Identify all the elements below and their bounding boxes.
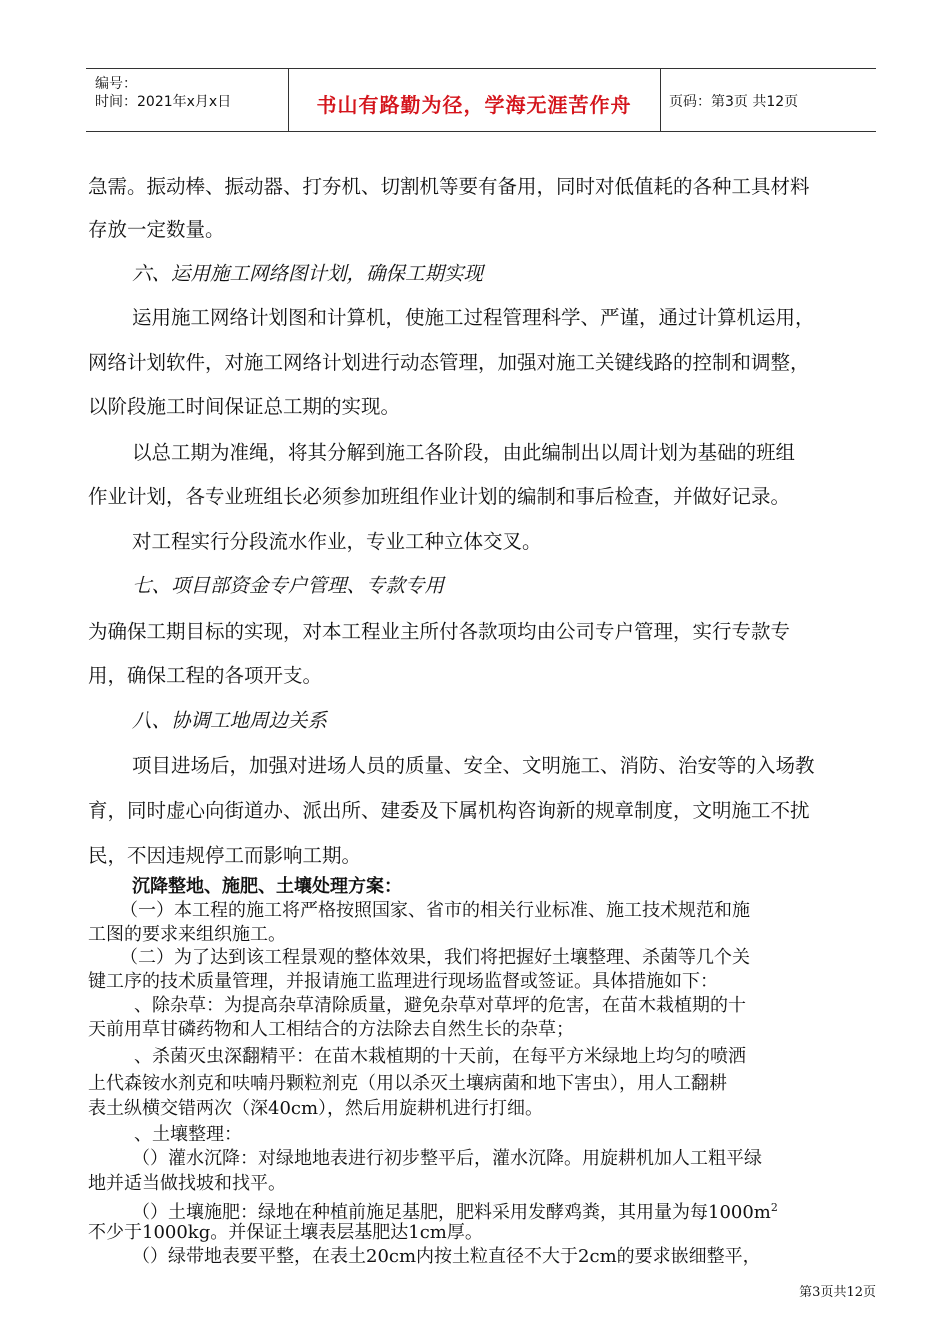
plan-line-text: （）土壤施肥：绿地在种植前施足基肥，肥料采用发酵鸡粪，其用量为每1000m (132, 1202, 771, 1223)
body-line: 以总工期为准绳，将其分解到施工各阶段，由此编制出以周计划为基础的班组 (132, 441, 796, 464)
body-line: 用，确保工程的各项开支。 (88, 664, 323, 687)
plan-line: 、除杂草：为提高杂草清除质量，避免杂草对草坪的危害，在苗木栽植期的十 (134, 995, 746, 1016)
page-header (86, 68, 876, 132)
plan-line: 、土壤整理： (134, 1124, 242, 1145)
header-motto: 书山有路勤为径，学海无涯苦作舟 (316, 93, 632, 117)
body-line: 育，同时虚心向街道办、派出所、建委及下属机构咨询新的规章制度，文明施工不扰 (88, 799, 810, 822)
body-line: 作业计划，各专业班组长必须参加班组作业计划的编制和事后检查，并做好记录。 (88, 485, 791, 508)
section-heading-7: 七、项目部资金专户管理、专款专用 (132, 574, 445, 597)
plan-line: 地并适当做找坡和找平。 (88, 1173, 286, 1194)
superscript-2: 2 (770, 1201, 778, 1214)
plan-line (132, 1197, 922, 1224)
header-time-label: 时间：2021年x月x日 (95, 94, 232, 110)
plan-line: 不少于1000kg。并保证土壤表层基肥达1cm厚。 (88, 1222, 483, 1243)
header-motto-cell (288, 69, 661, 131)
plan-line: （一）本工程的施工将严格按照国家、省市的相关行业标准、施工技术规范和施 (120, 900, 750, 921)
plan-line: 上代森铵水剂克和呋喃丹颗粒剂克（用以杀灭土壤病菌和地下害虫），用人工翻耕 (88, 1073, 727, 1094)
header-info-cell (86, 69, 289, 131)
plan-line: 、杀菌灭虫深翻精平：在苗木栽植期的十天前，在每平方米绿地上均匀的喷洒 (134, 1046, 746, 1067)
plan-line: 天前用草甘磷药物和人工相结合的方法除去自然生长的杂草； (88, 1019, 574, 1040)
header-page-cell (660, 69, 876, 131)
header-number-label: 编号： (95, 76, 137, 92)
plan-line: 键工序的技术质量管理，并报请施工监理进行现场监督或签证。具体措施如下： (88, 971, 718, 992)
plan-line: （）灌水沉降：对绿地地表进行初步整平后，灌水沉降。用旋耕机加人工粗平绿 (132, 1148, 762, 1169)
plan-line: （）绿带地表要平整，在表土20cm内按土粒直径不大于2cm的要求嵌细整平， (132, 1246, 761, 1267)
body-line: 对工程实行分段流水作业，专业工种立体交叉。 (132, 530, 542, 553)
body-line: 民，不因违规停工而影响工期。 (88, 844, 362, 867)
plan-line: 表土纵横交错两次（深40cm），然后用旋耕机进行打细。 (88, 1098, 544, 1119)
body-line: 急需。振动棒、振动器、打夯机、切割机等要有备用，同时对低值耗的各种工具材料 (88, 175, 810, 198)
body-line: 为确保工期目标的实现，对本工程业主所付各款项均由公司专户管理，实行专款专 (88, 620, 791, 643)
header-page-label: 页码：第3页 共12页 (669, 94, 799, 110)
plan-line: （二）为了达到该工程景观的整体效果，我们将把握好土壤整理、杀菌等几个关 (120, 947, 750, 968)
body-line: 运用施工网络计划图和计算机，使施工过程管理科学、严谨，通过计算机运用， (132, 306, 815, 329)
body-line: 存放一定数量。 (88, 218, 225, 241)
plan-title: 沉降整地、施肥、土壤处理方案： (132, 876, 402, 897)
page-footer: 第3页共12页 (799, 1285, 876, 1300)
body-line: 网络计划软件，对施工网络计划进行动态管理，加强对施工关键线路的控制和调整， (88, 351, 810, 374)
body-line: 以阶段施工时间保证总工期的实现。 (88, 395, 401, 418)
section-heading-6: 六、运用施工网络图计划，确保工期实现 (132, 262, 484, 285)
body-line: 项目进场后，加强对进场人员的质量、安全、文明施工、消防、治安等的入场教 (132, 754, 815, 777)
section-heading-8: 八、协调工地周边关系 (132, 709, 328, 732)
plan-line: 工图的要求来组织施工。 (88, 924, 286, 945)
